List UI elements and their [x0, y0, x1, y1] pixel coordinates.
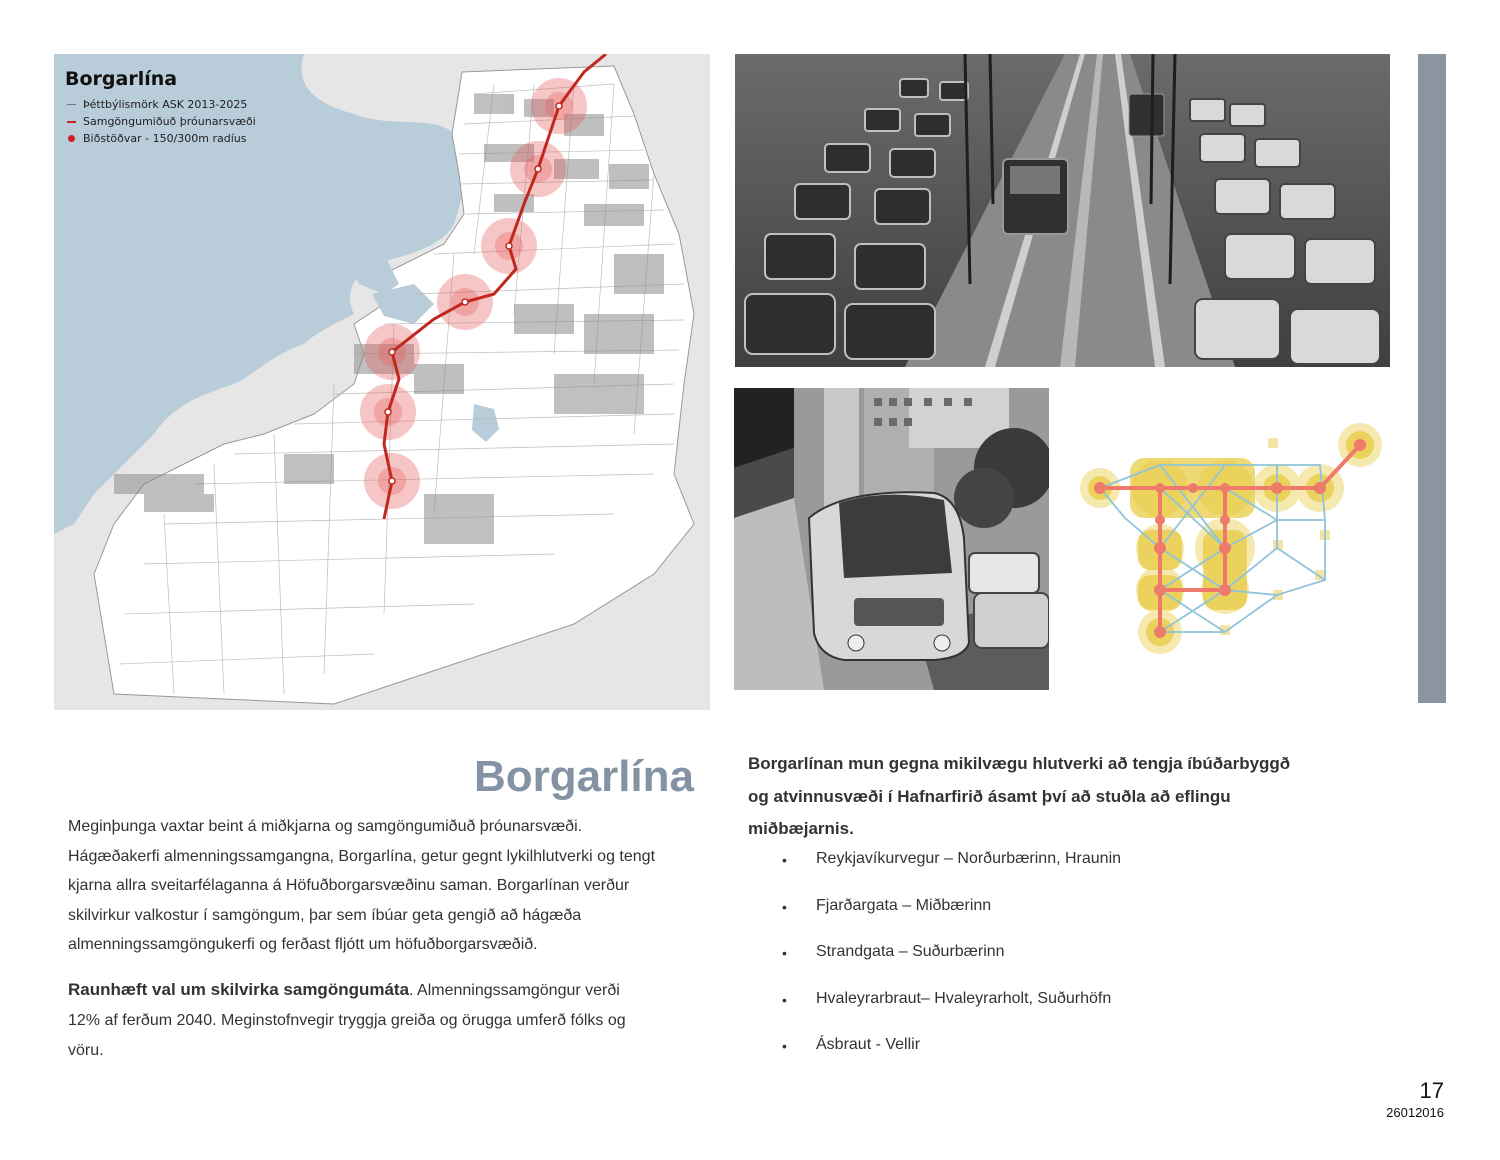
legend-label: Samgöngumiðuð þróunarsvæði	[83, 115, 256, 128]
network-diagram-graphic	[1075, 420, 1395, 665]
list-item-text: Fjarðargata – Miðbærinn	[816, 896, 992, 914]
list-item	[782, 1032, 1382, 1079]
list-item	[782, 939, 1382, 986]
lead-paragraph	[748, 748, 1388, 846]
list-item-text: Hvaleyrarbraut– Hvaleyrarholt, Suðurhöfn	[816, 989, 1112, 1007]
bus-photo	[734, 388, 1049, 690]
legend-item-corridor	[65, 113, 256, 130]
route-list	[782, 846, 1382, 1079]
bullet-icon: •	[782, 852, 787, 868]
legend-label: Þéttbýlismörk ASK 2013-2025	[83, 98, 248, 111]
choice-line: vöru.	[68, 1042, 104, 1059]
intro-line: kjarna allra sveitarfélaganna á Höfuðborgarsvæðinu saman. Borgarlínan verður	[68, 877, 630, 895]
list-item-text: Strandgata – Suðurbærinn	[816, 943, 1005, 960]
page-date: 26012016	[1386, 1105, 1444, 1120]
traffic-photo	[735, 54, 1390, 367]
legend-item-boundary	[65, 96, 256, 113]
page-number: 17	[1419, 1078, 1444, 1103]
intro-line: Hágæðakerfi almenningssamgangna, Borgarlína, getur gegnt lykilhlutverki og tengt	[68, 847, 656, 865]
red-line-icon	[67, 121, 76, 123]
choice-rest: . Almenningssamgöngur verði	[409, 982, 620, 999]
traffic-photo-graphic	[735, 54, 1390, 367]
choice-line: 12% af ferðum 2040. Meginstofnvegir tryggja greiða og örugga umferð fólks og	[68, 1012, 626, 1029]
network-diagram	[1075, 420, 1395, 665]
list-item-text: Reykjavíkurvegur – Norðurbærinn, Hraunin	[816, 850, 1122, 867]
list-item	[782, 846, 1382, 893]
bus-photo-graphic	[734, 388, 1049, 690]
bullet-icon: •	[782, 898, 787, 915]
map-graphic	[54, 54, 710, 710]
map-title: Borgarlína	[65, 68, 178, 90]
side-accent-bar	[1418, 54, 1446, 703]
lead-line: og atvinnusvæði í Hafnarfirið ásamt því að stuðla að eflingu	[748, 786, 1231, 806]
intro-paragraph	[68, 812, 698, 960]
red-dot-icon	[68, 135, 75, 142]
intro-line: almenningssamgöngukerfi og ferðast fljótt um höfuðborgarsvæðið.	[68, 936, 538, 954]
intro-line: skilvirkur valkostur í samgöngum, þar sem íbúar geta gengið að hágæða	[68, 906, 582, 924]
choice-bold: Raunhæft val um skilvirka samgöngumáta	[68, 980, 410, 999]
grey-line-icon	[67, 104, 76, 105]
map-legend	[65, 68, 256, 147]
legend-item-stops	[65, 130, 256, 147]
list-item-text: Ásbraut - Vellir	[816, 1036, 921, 1053]
legend-label: Biðstöðvar - 150/300m radíus	[83, 132, 247, 145]
lead-line: Borgarlínan mun gegna mikilvægu hlutverki að tengja íbúðarbyggð	[748, 754, 1291, 773]
choice-paragraph	[68, 975, 698, 1066]
borgarlina-map	[54, 54, 710, 710]
page-title: Borgarlína	[473, 752, 694, 801]
bullet-icon: •	[782, 945, 787, 961]
choice-line	[68, 975, 698, 1006]
list-item	[782, 986, 1382, 1033]
bullet-icon: •	[782, 1038, 787, 1054]
bullet-icon: •	[782, 991, 787, 1008]
list-item	[782, 893, 1382, 940]
lead-line: miðbæjarnis.	[748, 819, 854, 838]
intro-line: Meginþunga vaxtar beint á miðkjarna og samgöngumiðuð þróunarsvæði.	[68, 818, 583, 835]
